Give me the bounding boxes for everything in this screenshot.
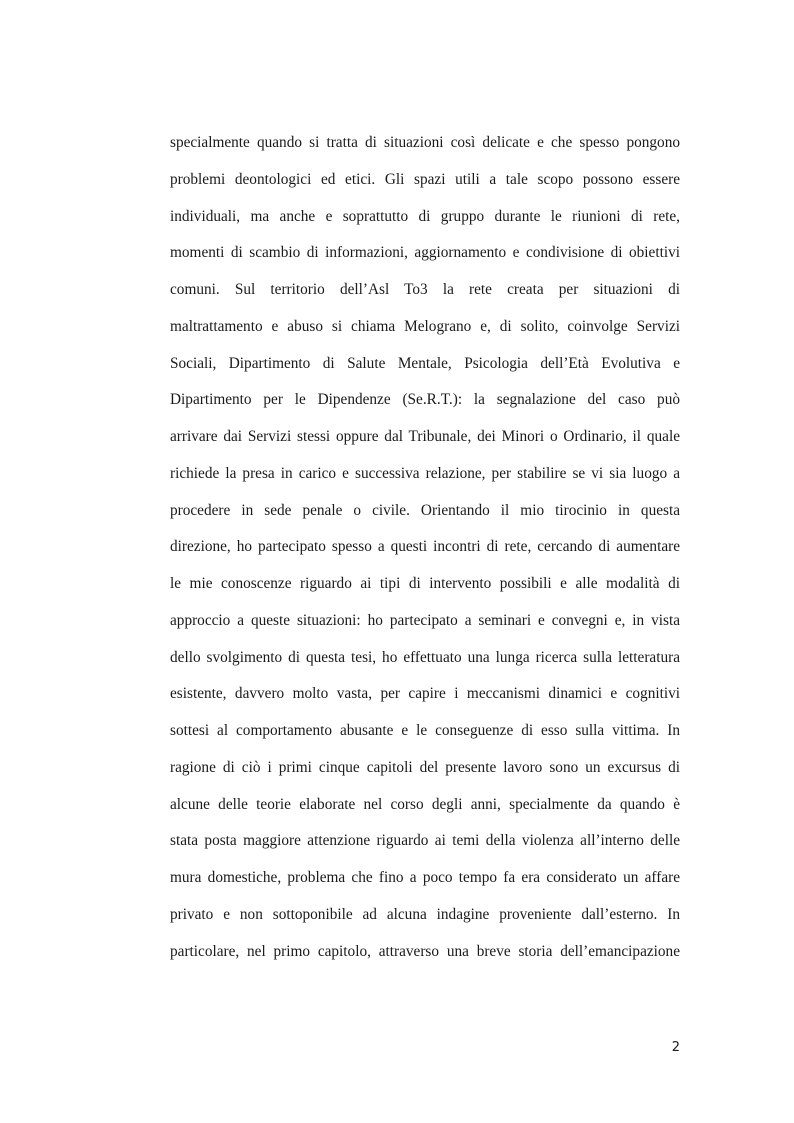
text-line: maltrattamento e abuso si chiama Melograno e, di solito, coinvolge Servizi (170, 317, 680, 335)
text-line: richiede la presa in carico e successiva relazione, per stabilire se vi sia luogo a (170, 464, 680, 482)
text-line: Dipartimento per le Dipendenze (Se.R.T.): la segnalazione del caso può (170, 391, 680, 409)
text-line: specialmente quando si tratta di situazioni così delicate e che spesso pongono (170, 134, 680, 151)
text-line: alcune delle teorie elaborate nel corso degli anni, specialmente da quando è (170, 795, 680, 813)
text-line: approccio a queste situazioni: ho partecipato a seminari e convegni e, in vista (170, 611, 680, 629)
text-line: comuni. Sul territorio dell’Asl To3 la rete creata per situazioni di (170, 281, 680, 298)
text-line: individuali, ma anche e soprattutto di gruppo durante le riunioni di rete, (170, 207, 680, 225)
text-line: problemi deontologici ed etici. Gli spazi utili a tale scopo possono essere (170, 170, 680, 188)
text-line: sottesi al comportamento abusante e le conseguenze di esso sulla vittima. In (170, 722, 680, 739)
page-number: 2 (671, 1040, 680, 1055)
text-line: momenti di scambio di informazioni, aggiornamento e condivisione di obiettivi (170, 244, 680, 262)
body-text (170, 125, 680, 970)
text-line: particolare, nel primo capitolo, attraverso una breve storia dell’emancipazione (170, 942, 680, 960)
text-line: direzione, ho partecipato spesso a questi incontri di rete, cercando di aumentare (170, 538, 680, 556)
text-line: privato e non sottoponibile ad alcuna indagine proveniente dall’esterno. In (170, 905, 680, 923)
text-line: esistente, davvero molto vasta, per capire i meccanismi dinamici e cognitivi (170, 685, 680, 703)
text-line: le mie conoscenze riguardo ai tipi di intervento possibili e alle modalità di (170, 575, 680, 592)
text-line: dello svolgimento di questa tesi, ho effettuato una lunga ricerca sulla letteratura (170, 648, 680, 666)
text-line: arrivare dai Servizi stessi oppure dal Tribunale, dei Minori o Ordinario, il quale (170, 428, 680, 445)
text-line: procedere in sede penale o civile. Orientando il mio tirocinio in questa (170, 501, 680, 519)
text-line: mura domestiche, problema che fino a poco tempo fa era considerato un affare (170, 869, 680, 886)
text-line: ragione di ciò i primi cinque capitoli del presente lavoro sono un excursus di (170, 758, 680, 776)
text-line: stata posta maggiore attenzione riguardo ai temi della violenza all’interno delle (170, 832, 680, 850)
text-line: Sociali, Dipartimento di Salute Mentale, Psicologia dell’Età Evolutiva e (170, 354, 680, 372)
